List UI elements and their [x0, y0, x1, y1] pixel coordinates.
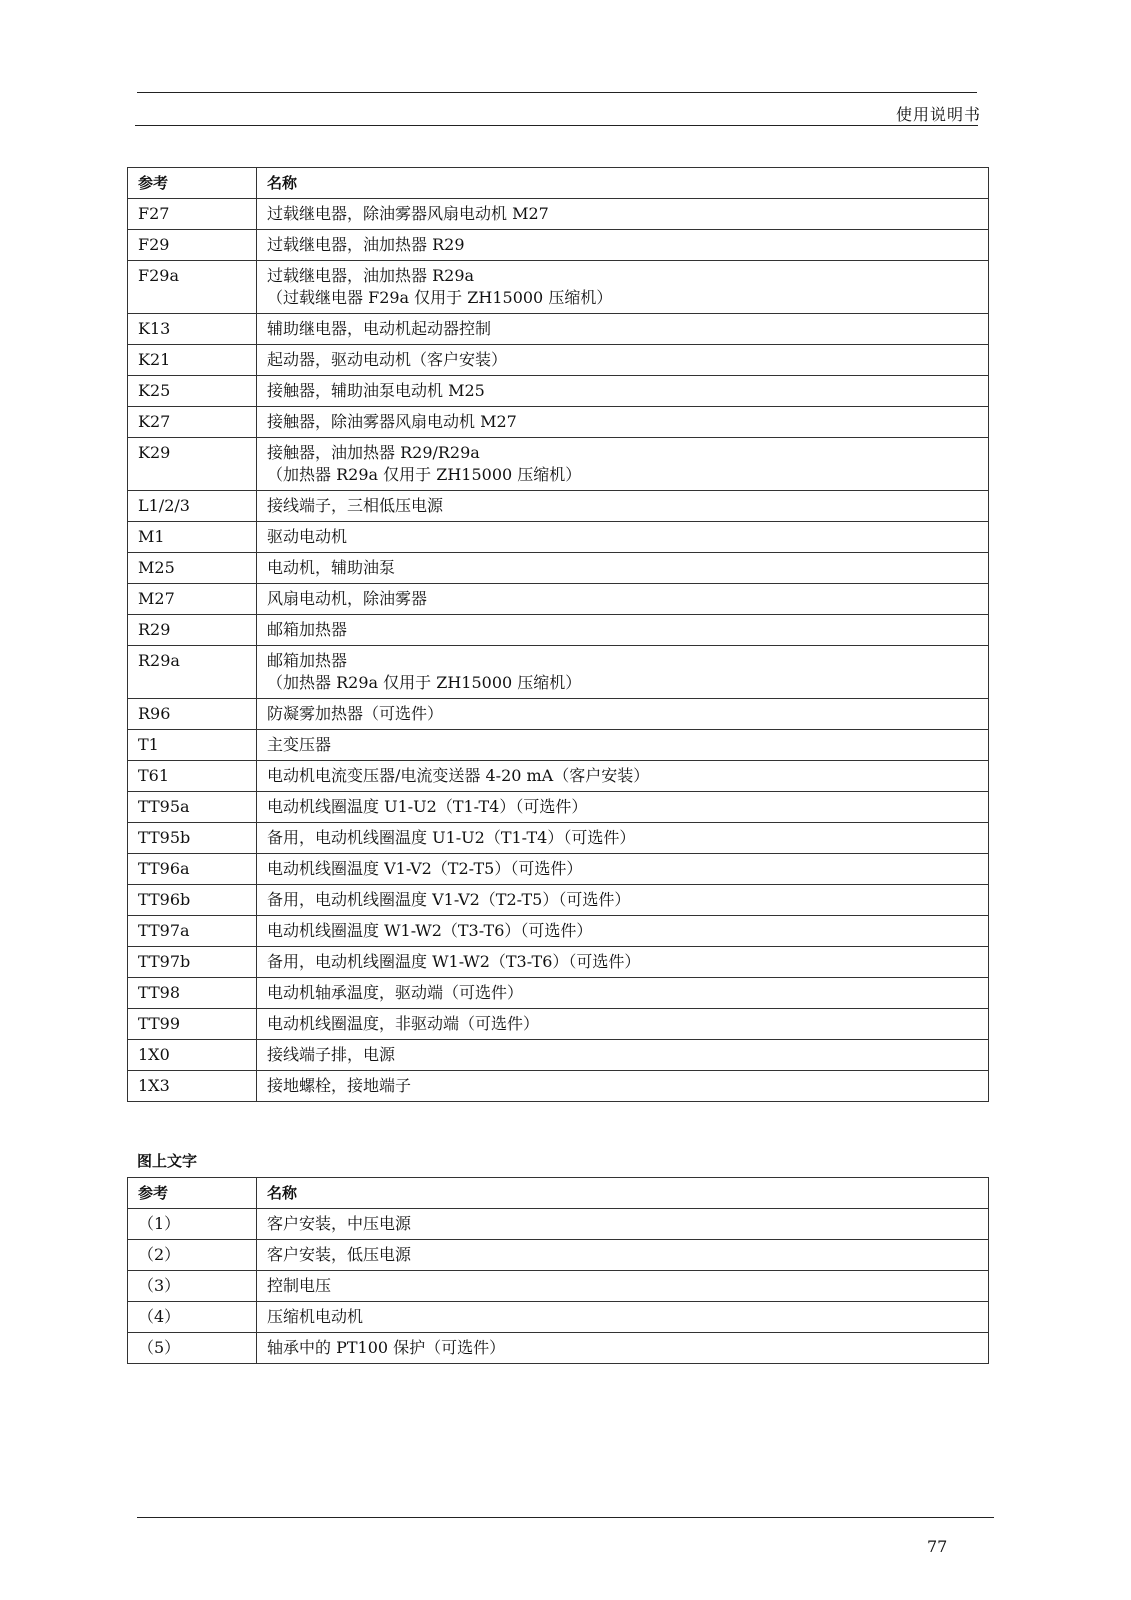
table-row [128, 1333, 989, 1364]
name-cell [257, 376, 989, 407]
name-cell [257, 1009, 989, 1040]
table-row [128, 615, 989, 646]
table-row [128, 978, 989, 1009]
name-line: 接地螺栓，接地端子 [267, 1076, 412, 1095]
column-header-ref: 参考 [128, 1178, 257, 1209]
ref-cell: R96 [128, 699, 257, 730]
name-cell [257, 646, 989, 699]
name-line: 备用，电动机线圈温度 W1-W2（T3-T6）（可选件） [267, 952, 641, 971]
column-header-name: 名称 [257, 168, 989, 199]
name-line: 备用，电动机线圈温度 U1-U2（T1-T4）（可选件） [267, 828, 636, 847]
table-row [128, 1071, 989, 1102]
ref-cell: TT95b [128, 823, 257, 854]
table-row [128, 230, 989, 261]
ref-cell: K13 [128, 314, 257, 345]
ref-cell: F29 [128, 230, 257, 261]
name-cell [257, 885, 989, 916]
page-number: 77 [927, 1537, 948, 1556]
name-line: 客户安装，中压电源 [267, 1214, 412, 1233]
table-row [128, 1302, 989, 1333]
name-cell [257, 1240, 989, 1271]
ref-cell: K25 [128, 376, 257, 407]
name-cell [257, 261, 989, 314]
name-cell [257, 553, 989, 584]
name-line: 主变压器 [267, 735, 332, 754]
table-row [128, 947, 989, 978]
name-cell [257, 438, 989, 491]
ref-cell: TT96b [128, 885, 257, 916]
table-row [128, 916, 989, 947]
column-header-name: 名称 [257, 1178, 989, 1209]
name-line: 控制电压 [267, 1276, 332, 1295]
ref-cell: T1 [128, 730, 257, 761]
table-row [128, 199, 989, 230]
header-rule-top [137, 92, 977, 93]
table-row [128, 553, 989, 584]
ref-cell: K27 [128, 407, 257, 438]
name-cell [257, 1271, 989, 1302]
name-line: 电动机线圈温度，非驱动端（可选件） [267, 1014, 540, 1033]
name-line: 过载继电器，油加热器 R29 [267, 235, 465, 254]
diagram-text-table [127, 1177, 989, 1364]
name-line: 接触器，油加热器 R29/R29a [267, 443, 480, 462]
table-row [128, 1009, 989, 1040]
ref-cell: （4） [128, 1302, 257, 1333]
name-cell [257, 345, 989, 376]
table-row [128, 730, 989, 761]
name-line: （过载继电器 F29a 仅用于 ZH15000 压缩机） [267, 288, 613, 307]
name-line: 辅助继电器，电动机起动器控制 [267, 319, 492, 338]
table-header-row [128, 1178, 989, 1209]
table-row [128, 1271, 989, 1302]
name-cell [257, 199, 989, 230]
name-line: 电动机电流变压器/电流变送器 4-20 mA（客户安装） [267, 766, 650, 785]
ref-cell: R29 [128, 615, 257, 646]
ref-cell: TT97a [128, 916, 257, 947]
ref-cell: （3） [128, 1271, 257, 1302]
ref-cell: F29a [128, 261, 257, 314]
ref-cell: 1X0 [128, 1040, 257, 1071]
table-row [128, 407, 989, 438]
name-line: （加热器 R29a 仅用于 ZH15000 压缩机） [267, 465, 582, 484]
name-line: 过载继电器，除油雾器风扇电动机 M27 [267, 204, 549, 223]
table-row [128, 854, 989, 885]
document-title: 使用说明书 [895, 105, 981, 124]
table-row [128, 885, 989, 916]
section-heading: 图上文字 [137, 1152, 198, 1170]
name-cell [257, 1333, 989, 1364]
name-cell [257, 916, 989, 947]
header-rule-bottom [135, 125, 978, 126]
name-line: 电动机，辅助油泵 [267, 558, 396, 577]
table-row [128, 261, 989, 314]
name-cell [257, 314, 989, 345]
name-cell [257, 615, 989, 646]
ref-cell: R29a [128, 646, 257, 699]
ref-cell: （5） [128, 1333, 257, 1364]
ref-cell: K29 [128, 438, 257, 491]
ref-cell: M27 [128, 584, 257, 615]
name-cell [257, 1302, 989, 1333]
name-cell [257, 947, 989, 978]
name-cell [257, 522, 989, 553]
column-header-ref: 参考 [128, 168, 257, 199]
ref-cell: M1 [128, 522, 257, 553]
name-cell [257, 230, 989, 261]
table-row [128, 823, 989, 854]
ref-cell: L1/2/3 [128, 491, 257, 522]
name-cell [257, 1209, 989, 1240]
name-line: 电动机轴承温度，驱动端（可选件） [267, 983, 524, 1002]
table-row [128, 792, 989, 823]
ref-cell: （2） [128, 1240, 257, 1271]
name-line: 邮箱加热器 [267, 651, 348, 670]
table-row [128, 584, 989, 615]
table-row [128, 1209, 989, 1240]
name-cell [257, 407, 989, 438]
ref-cell: TT96a [128, 854, 257, 885]
name-cell [257, 584, 989, 615]
table-row [128, 491, 989, 522]
name-line: 邮箱加热器 [267, 620, 348, 639]
table-row [128, 646, 989, 699]
name-cell [257, 823, 989, 854]
name-line: 电动机线圈温度 V1-V2（T2-T5）（可选件） [267, 859, 583, 878]
name-line: 电动机线圈温度 U1-U2（T1-T4）（可选件） [267, 797, 588, 816]
table-row [128, 699, 989, 730]
name-line: 防凝雾加热器（可选件） [267, 704, 444, 723]
table-row [128, 522, 989, 553]
name-line: 接触器，除油雾器风扇电动机 M27 [267, 412, 517, 431]
name-line: 轴承中的 PT100 保护（可选件） [267, 1338, 506, 1357]
name-cell [257, 854, 989, 885]
ref-cell: TT98 [128, 978, 257, 1009]
table-row [128, 314, 989, 345]
name-line: 压缩机电动机 [267, 1307, 364, 1326]
table-row [128, 438, 989, 491]
name-line: 接线端子，三相低压电源 [267, 496, 444, 515]
table-row [128, 1240, 989, 1271]
ref-cell: F27 [128, 199, 257, 230]
name-line: 电动机线圈温度 W1-W2（T3-T6）（可选件） [267, 921, 593, 940]
name-cell [257, 730, 989, 761]
ref-cell: T61 [128, 761, 257, 792]
name-line: （加热器 R29a 仅用于 ZH15000 压缩机） [267, 673, 582, 692]
name-cell [257, 761, 989, 792]
name-cell [257, 978, 989, 1009]
footer-rule [137, 1517, 994, 1518]
table-row [128, 376, 989, 407]
ref-cell: K21 [128, 345, 257, 376]
ref-cell: 1X3 [128, 1071, 257, 1102]
table-row [128, 1040, 989, 1071]
name-line: 风扇电动机，除油雾器 [267, 589, 428, 608]
name-line: 客户安装，低压电源 [267, 1245, 412, 1264]
ref-cell: M25 [128, 553, 257, 584]
name-line: 过载继电器，油加热器 R29a [267, 266, 475, 285]
table-row [128, 761, 989, 792]
name-cell [257, 1071, 989, 1102]
name-cell [257, 491, 989, 522]
name-line: 接线端子排，电源 [267, 1045, 396, 1064]
name-cell [257, 699, 989, 730]
ref-cell: TT99 [128, 1009, 257, 1040]
name-line: 接触器，辅助油泵电动机 M25 [267, 381, 485, 400]
component-reference-table [127, 167, 989, 1102]
name-line: 驱动电动机 [267, 527, 348, 546]
name-line: 起动器，驱动电动机（客户安装） [267, 350, 508, 369]
table-row [128, 345, 989, 376]
ref-cell: TT97b [128, 947, 257, 978]
ref-cell: TT95a [128, 792, 257, 823]
name-cell [257, 792, 989, 823]
ref-cell: （1） [128, 1209, 257, 1240]
name-cell [257, 1040, 989, 1071]
name-line: 备用，电动机线圈温度 V1-V2（T2-T5）（可选件） [267, 890, 631, 909]
table-header-row [128, 168, 989, 199]
